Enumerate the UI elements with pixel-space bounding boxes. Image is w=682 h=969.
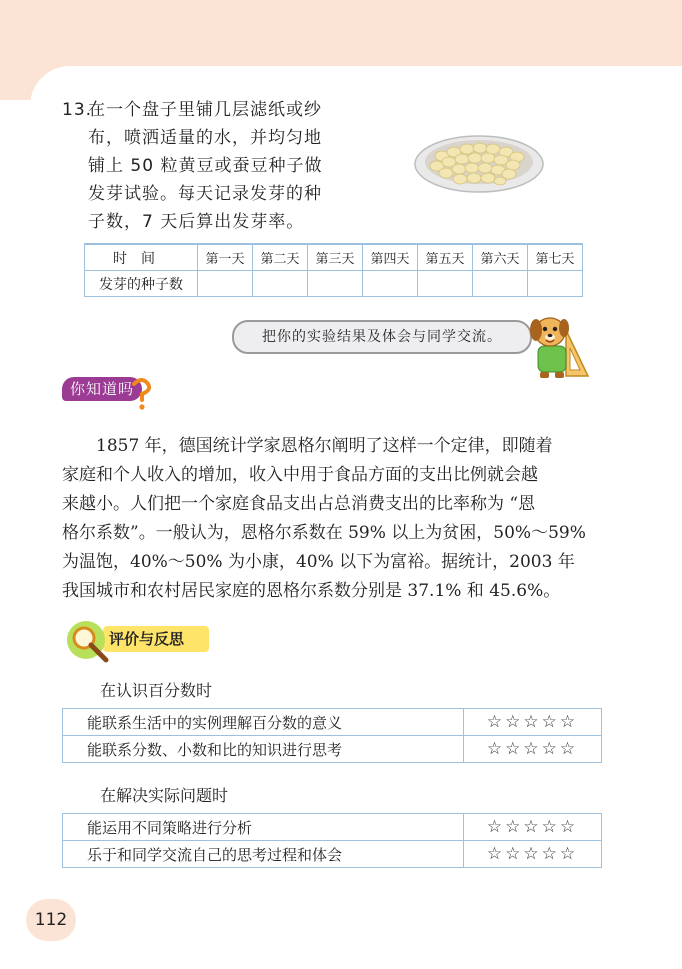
- question-mark-icon: [126, 376, 156, 416]
- day-header: 第二天: [253, 244, 308, 271]
- section-heading: 在解决实际问题时: [100, 786, 229, 805]
- paragraph-line: 为温饱，40%～50% 为小康，40% 以下为富裕。据统计，2003 年: [62, 552, 575, 572]
- problem-line: 布，喷洒适量的水，并均匀地: [88, 128, 322, 148]
- evaluation-criterion: 能联系分数、小数和比的知识进行思考: [63, 736, 464, 763]
- page-number: 112: [26, 899, 76, 941]
- problem-line: 子数，7 天后算出发芽率。: [88, 212, 305, 232]
- paragraph-line: 格尔系数”。一般认为，恩格尔系数在 59% 以上为贫困，50%～59%: [62, 523, 586, 543]
- star-rating[interactable]: ☆☆☆☆☆: [464, 709, 602, 736]
- evaluation-criterion: 乐于和同学交流自己的思考过程和体会: [63, 841, 464, 868]
- day-header: 第七天: [528, 244, 583, 271]
- germ-count-cell[interactable]: [528, 271, 583, 297]
- evaluation-criterion: 能运用不同策略进行分析: [63, 814, 464, 841]
- germ-count-cell[interactable]: [363, 271, 418, 297]
- day-header: 第三天: [308, 244, 363, 271]
- problem-number: 13.: [62, 100, 93, 120]
- problem-line: 发芽试验。每天记录发芽的种: [88, 184, 322, 204]
- magnifier-icon: [64, 620, 114, 666]
- day-header: 第四天: [363, 244, 418, 271]
- paragraph-line: 1857 年，德国统计学家恩格尔阐明了这样一个定律，即随着: [96, 436, 553, 456]
- section-heading: 在认识百分数时: [100, 681, 213, 700]
- germ-count-cell[interactable]: [308, 271, 363, 297]
- bean-plate-illustration: [412, 126, 546, 196]
- germ-count-cell[interactable]: [198, 271, 253, 297]
- self-evaluation-table-2: [62, 813, 602, 868]
- day-header: 第六天: [473, 244, 528, 271]
- germ-count-cell[interactable]: [473, 271, 528, 297]
- problem-line: 在一个盘子里铺几层滤纸或纱: [88, 100, 322, 120]
- problem-line: 铺上 50 粒黄豆或蚕豆种子做: [88, 156, 323, 176]
- time-header: 时间: [85, 244, 198, 271]
- day-header: 第五天: [418, 244, 473, 271]
- germ-table-header-row: [85, 244, 583, 271]
- problem-13: [62, 96, 382, 236]
- star-rating[interactable]: ☆☆☆☆☆: [464, 814, 602, 841]
- evaluation-row: [63, 736, 602, 763]
- paragraph-line: 来越小。人们把一个家庭食品支出占总消费支出的比率称为 “恩: [62, 494, 536, 514]
- did-you-know-badge: 你知道吗: [62, 377, 142, 401]
- germination-table: [84, 243, 583, 297]
- germ-count-label: 发芽的种子数: [85, 271, 198, 297]
- problem-text: [88, 96, 382, 236]
- germ-count-cell[interactable]: [418, 271, 473, 297]
- germ-count-cell[interactable]: [253, 271, 308, 297]
- dog-teacher-illustration: [526, 310, 592, 382]
- evaluation-row: [63, 814, 602, 841]
- evaluation-criterion: 能联系生活中的实例理解百分数的意义: [63, 709, 464, 736]
- evaluation-title: 评价与反思: [103, 626, 209, 652]
- self-evaluation-table-1: [62, 708, 602, 763]
- paragraph-line: 我国城市和农村居民家庭的恩格尔系数分别是 37.1% 和 45.6%。: [62, 581, 561, 601]
- star-rating[interactable]: ☆☆☆☆☆: [464, 841, 602, 868]
- evaluation-row: [63, 709, 602, 736]
- day-header: 第一天: [198, 244, 253, 271]
- star-rating[interactable]: ☆☆☆☆☆: [464, 736, 602, 763]
- evaluation-row: [63, 841, 602, 868]
- germ-count-row: [85, 271, 583, 297]
- engel-paragraph: [62, 432, 622, 606]
- paragraph-line: 家庭和个人收入的增加，收入中用于食品方面的支出比例就会越: [62, 465, 538, 485]
- speech-bubble: 把你的实验结果及体会与同学交流。: [232, 320, 532, 354]
